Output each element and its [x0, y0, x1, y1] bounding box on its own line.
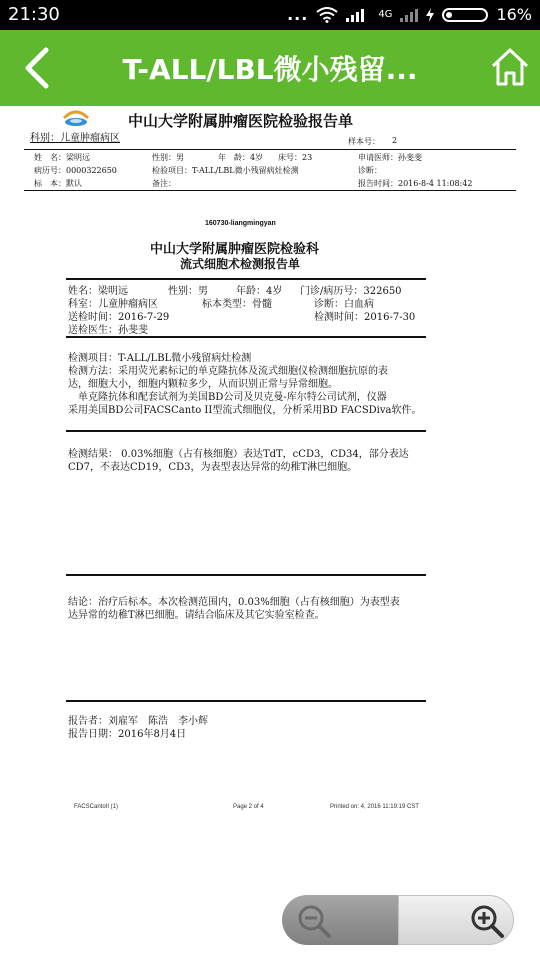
report-document[interactable]: [0, 106, 540, 960]
signal-icon: [346, 8, 370, 22]
footer-printed: Printed on: 4, 2016 11:19:19 CST: [330, 804, 419, 810]
hospital-report-title: 中山大学附属肿瘤医院检验报告单: [128, 112, 354, 130]
zoom-out-button[interactable]: [282, 895, 398, 945]
patient-rule-bottom: [66, 336, 426, 338]
signal-weak-icon: [400, 8, 418, 22]
header-record-no: 病历号：0000322650: [34, 166, 117, 175]
header-rule-bottom: [24, 190, 516, 191]
patient-diagnosis: 诊断：白血病: [314, 299, 374, 310]
conclusion-line-2: 达异常的幼稚T淋巴细胞。请结合临床及其它实验室检查。: [68, 610, 325, 621]
header-sample: 标 本：默认: [34, 179, 82, 188]
wifi-icon: [316, 7, 338, 23]
patient-test-time: 检测时间：2016-7-30: [314, 312, 416, 323]
sample-no-value: 2: [392, 136, 398, 145]
page-title: T-ALL/LBL微小残留...: [122, 53, 418, 86]
notification-dots: ...: [287, 5, 309, 24]
zoom-out-icon: [296, 903, 332, 939]
method-line-2: 检测方法：采用荧光素标记的单克隆抗体及流式细胞仪检测细胞抗原的表: [68, 366, 388, 377]
charging-icon: [426, 8, 434, 22]
conclusion-rule: [66, 700, 426, 702]
header-diagnosis: 诊断：: [358, 166, 382, 175]
patient-send-time: 送检时间：2016-7-29: [68, 312, 170, 323]
patient-name: 姓名：梁明远: [68, 286, 128, 297]
home-button[interactable]: [490, 46, 530, 88]
report-dept: 科别：儿童肿瘤病区: [30, 133, 120, 144]
status-icons: [287, 5, 532, 24]
document-id: 160730-liangmingyan: [205, 220, 276, 227]
header-gender: 性别：男: [152, 153, 184, 162]
result-line-1: 检测结果： 0.03%细胞（占有核细胞）表达TdT，cCD3，CD34，部分表达: [68, 449, 409, 460]
header-remark: 备注：: [152, 179, 176, 188]
method-line-1: 检测项目：T-ALL/LBL微小残留病灶检测: [68, 353, 252, 364]
hospital-logo: [60, 108, 92, 130]
battery-icon: [442, 8, 488, 22]
method-line-3: 达，细胞大小，细胞内颗粒多少，从而识别正常与异常细胞。: [68, 379, 338, 390]
patient-outpatient-no: 门诊/病历号：322650: [300, 286, 402, 297]
patient-age: 年龄：4岁: [236, 286, 283, 297]
footer-left: FACSCantoII (1): [74, 804, 119, 810]
patient-doctor: 送检医生：孙斐斐: [68, 325, 148, 336]
header-report-time: 报告时间：2016-8-4 11:08:42: [358, 179, 473, 188]
zoom-in-icon: [469, 903, 505, 939]
header-test-item: 检验项目：T-ALL/LBL微小残留病灶检测: [152, 166, 299, 175]
patient-dept: 科室：儿童肿瘤病区: [68, 299, 158, 310]
network-type: 4G: [378, 9, 393, 20]
result-rule: [66, 574, 426, 576]
institution-subtitle: 流式细胞术检测报告单: [180, 257, 301, 271]
footer-page: Page 2 of 4: [233, 804, 264, 810]
header-age: 年 龄：4岁: [218, 153, 264, 162]
patient-rule-top: [66, 278, 426, 280]
zoom-in-button[interactable]: [398, 895, 514, 945]
chevron-left-icon: [18, 44, 58, 92]
app-bar: [0, 30, 540, 106]
patient-gender: 性别：男: [168, 286, 208, 297]
method-rule: [66, 430, 426, 432]
patient-sample-type: 标本类型：骨髓: [202, 299, 272, 310]
battery-percent: 16%: [496, 5, 532, 24]
report-date: 报告日期：2016年8月4日: [68, 729, 187, 740]
method-line-5: 采用美国BD公司FACSCanto II型流式细胞仪，分析采用BD FACSDiva软件。: [68, 405, 422, 416]
header-name: 姓 名：梁明远: [34, 153, 90, 162]
status-bar: [0, 0, 540, 30]
status-time: 21:30: [8, 4, 60, 25]
home-icon: [490, 46, 530, 88]
conclusion-line-1: 结论：治疗后标本。本次检测范围内，0.03%细胞（占有核细胞）为表型表: [68, 597, 400, 608]
result-line-2: CD7，不表达CD19，CD3，为表型表达异常的幼稚T淋巴细胞。: [68, 462, 358, 473]
institution-title: 中山大学附属肿瘤医院检验科: [150, 242, 320, 257]
header-doctor: 申请医师：孙斐斐: [358, 153, 422, 162]
sample-no-label: 样本号：: [348, 137, 380, 146]
back-button[interactable]: [18, 44, 58, 92]
reporter: 报告者：刘雇军 陈浩 李小辉: [68, 716, 208, 727]
method-line-4: 单克隆抗体和配套试剂为美国BD公司及贝克曼-库尔特公司试剂，仪器: [68, 392, 387, 403]
header-bed: 床号：23: [278, 153, 313, 162]
header-rule-top: [24, 149, 516, 150]
